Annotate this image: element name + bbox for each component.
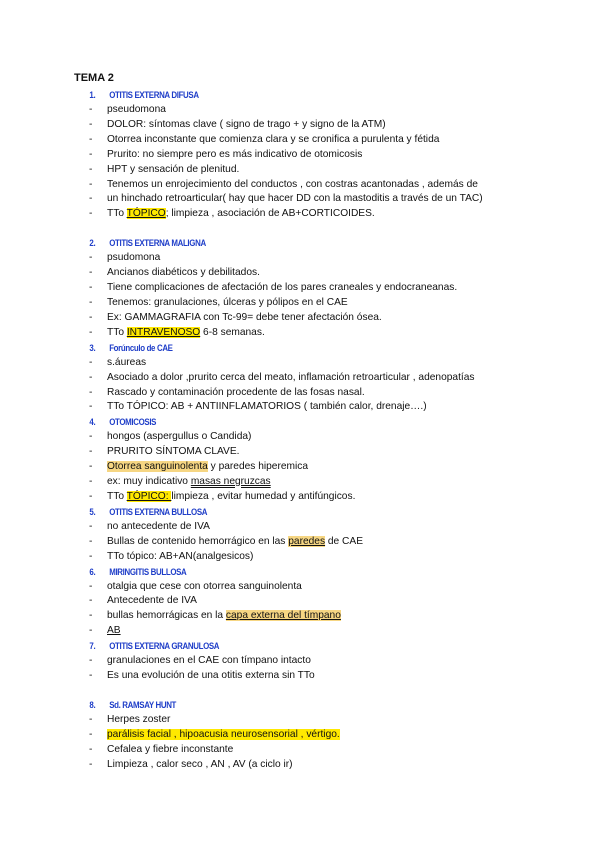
list-item: - hongos (aspergullus o Candida) (92, 430, 580, 445)
list-item: - Herpes zoster (92, 713, 580, 728)
section-number: 3. (89, 342, 96, 353)
list-item (92, 624, 580, 639)
list-item: - Ex: GAMMAGRAFIA con Tc-99= debe tener afectación ósea. (92, 311, 580, 326)
list-item: - pseudomona (92, 103, 580, 118)
section-title: OTITIS EXTERNA BULLOSA (109, 506, 208, 517)
list-item: - HPT y sensación de plenitud. (92, 163, 580, 178)
list-item: - Prurito: no siempre pero es más indicativo de otomicosis (92, 148, 580, 163)
highlighted-text: paredes (288, 535, 326, 547)
list-item: - Ancianos diabéticos y debilitados. (92, 266, 580, 281)
section-1-heading (89, 88, 580, 103)
list-item: - Tenemos un enrojecimiento del conductos , con costras acantonadas , además de (92, 178, 580, 193)
section-title: OTITIS EXTERNA DIFUSA (109, 90, 199, 100)
section-number: 1. (89, 90, 96, 100)
highlighted-text: TÓPICO (126, 208, 166, 220)
section-number: 7. (89, 641, 96, 652)
section-number: 6. (89, 566, 96, 577)
list-item: - Limpieza , calor seco , AN , AV (a ciclo ir) (92, 758, 580, 773)
section-5-heading (89, 505, 580, 520)
section-6-heading (89, 565, 580, 580)
section-title: OTOMICOSIS (109, 417, 157, 428)
page-title: TEMA 2 (74, 72, 114, 84)
list-item: - TTo tópico: AB+AN(analgesicos) (92, 550, 580, 565)
section-title: OTITIS EXTERNA MALIGNA (109, 238, 206, 249)
highlighted-text: parálisis facial , hipoacusia neurosensorial , vértigo. (107, 728, 340, 740)
list-item: - granulaciones en el CAE con tímpano intacto (92, 654, 580, 669)
highlighted-text: capa externa del tímpano (225, 610, 341, 622)
list-item: - Rascado y contaminación procedente de las fosas nasal. (92, 386, 580, 401)
underlined-text: AB (107, 625, 121, 637)
list-item: - Otorrea sanguinolenta y paredes hiperemica (92, 460, 580, 475)
section-number: 4. (89, 417, 96, 428)
list-item: - TTo INTRAVENOSO 6-8 semanas. (92, 326, 580, 341)
document-body (89, 88, 580, 773)
list-item: - Tenemos: granulaciones, úlceras y pólipos en el CAE (92, 296, 580, 311)
section-title: MIRINGITIS BULLOSA (109, 566, 187, 577)
list-item: - otalgia que cese con otorrea sanguinolenta (92, 580, 580, 595)
section-2-heading (89, 236, 580, 251)
section-number: 2. (89, 238, 96, 249)
list-item: - Otorrea inconstante que comienza clara y se cronifica a purulenta y fétida (92, 133, 580, 148)
section-7-heading (89, 639, 580, 654)
section-title: OTITIS EXTERNA GRANULOSA (109, 641, 220, 652)
list-item: - bullas hemorrágicas en la capa externa del tímpano (92, 609, 580, 624)
list-item: - DOLOR: síntomas clave ( signo de trago + y signo de la ATM) (92, 118, 580, 133)
section-number: 8. (89, 700, 96, 710)
section-4-heading (89, 415, 580, 430)
section-8-heading (89, 698, 580, 713)
list-item: - PRURITO SÍNTOMA CLAVE. (92, 445, 580, 460)
list-item: - Es una evolución de una otitis externa sin TTo (92, 669, 580, 684)
list-item: - no antecedente de IVA (92, 520, 580, 535)
list-item: - ex: muy indicativo masas negruzcas (92, 475, 580, 490)
list-item: - s.áureas (92, 356, 580, 371)
list-item: - Antecedente de IVA (92, 594, 580, 609)
highlighted-text: Otorrea sanguinolenta (107, 461, 208, 473)
list-item: - TTo TÓPICO: AB + ANTIINFLAMATORIOS ( también calor, drenaje….) (92, 400, 580, 415)
list-item (92, 728, 580, 743)
section-title: Sd. RAMSAY HUNT (109, 700, 177, 710)
highlighted-text: TÓPICO: (126, 490, 172, 502)
list-item: - TTo TÓPICO: limpieza , evitar humedad y antifúngicos. (92, 490, 580, 505)
list-item: - Cefalea y fiebre inconstante (92, 743, 580, 758)
list-item: - psudomona (92, 251, 580, 266)
section-title: Forúnculo de CAE (109, 342, 173, 353)
underlined-text: masas negruzcas (190, 476, 271, 488)
list-item-continuation: - un hinchado retroarticular( hay que hacer DD con la mastoditis a través de un TAC) (92, 192, 580, 207)
list-item: - Tiene complicaciones de afectación de los pares craneales y endocraneanas. (92, 281, 580, 296)
section-number: 5. (89, 506, 96, 517)
section-3-heading (89, 341, 580, 356)
list-item: - Bullas de contenido hemorrágico en las paredes de CAE (92, 535, 580, 550)
highlighted-text: INTRAVENOSO (126, 326, 201, 338)
list-item: - Asociado a dolor ,prurito cerca del meato, inflamación retroarticular , adenopatías (92, 371, 580, 386)
list-item: - TTo TÓPICO; limpieza , asociación de AB+CORTICOIDES. (92, 207, 580, 222)
